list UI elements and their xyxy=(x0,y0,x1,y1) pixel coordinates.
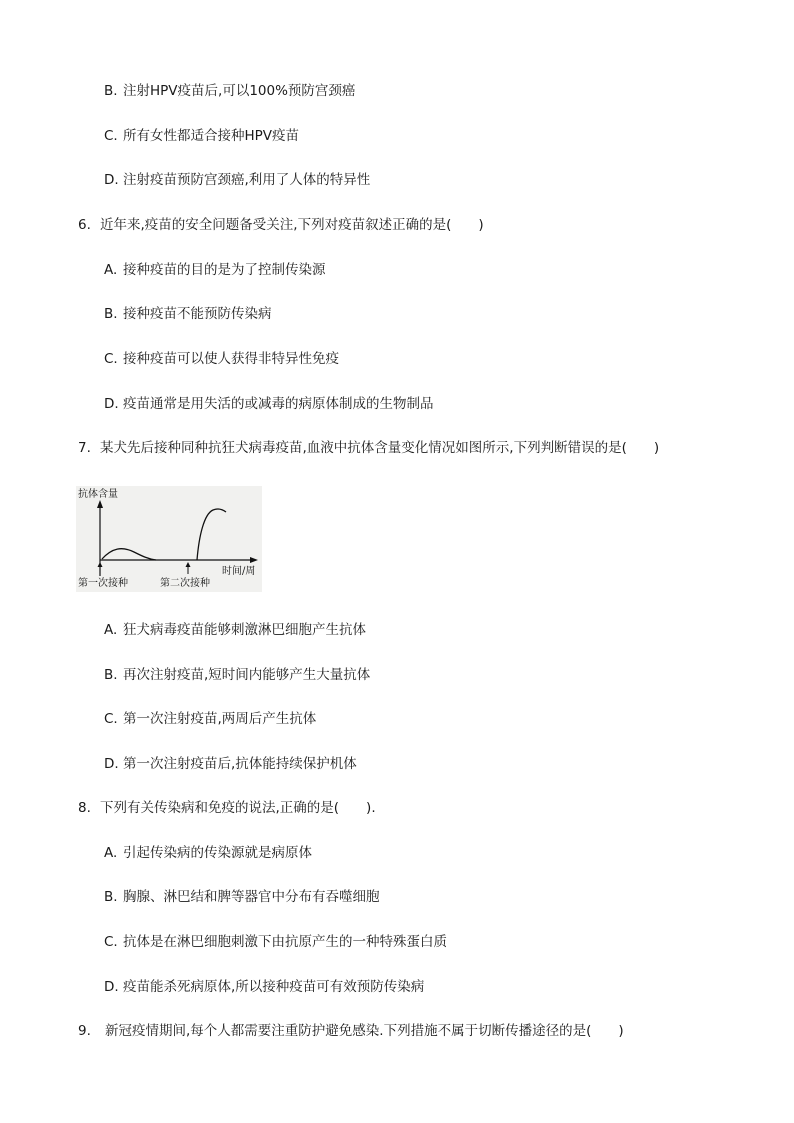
first-dose-label: 第一次接种 xyxy=(78,578,128,589)
q5-option-c xyxy=(104,127,299,145)
option-text: 引起传染病的传染源就是病原体 xyxy=(123,845,312,861)
option-label: A. xyxy=(104,622,118,638)
option-text: 抗体是在淋巴细胞刺激下由抗原产生的一种特殊蛋白质 xyxy=(123,934,447,950)
first-response-curve xyxy=(102,549,156,560)
option-label: C. xyxy=(104,351,118,367)
question-7-stem xyxy=(78,439,659,457)
question-number: 6. xyxy=(78,217,91,233)
option-text: 所有女性都适合接种HPV疫苗 xyxy=(123,128,300,144)
q8-option-c xyxy=(104,933,447,951)
option-label: B. xyxy=(104,889,118,905)
option-text: 胸腺、淋巴结和脾等器官中分布有吞噬细胞 xyxy=(123,889,380,905)
q7-option-b xyxy=(104,666,370,684)
question-text: 下列有关传染病和免疫的说法,正确的是( ). xyxy=(100,800,376,816)
option-label: B. xyxy=(104,83,118,99)
question-text: 近年来,疫苗的安全问题备受关注,下列对疫苗叙述正确的是( ) xyxy=(100,217,484,233)
option-text: 第一次注射疫苗,两周后产生抗体 xyxy=(123,711,317,727)
question-number: 9. xyxy=(78,1023,91,1039)
option-label: C. xyxy=(104,934,118,950)
q8-option-a xyxy=(104,844,312,862)
option-text: 疫苗通常是用失活的或减毒的病原体制成的生物制品 xyxy=(123,396,434,412)
x-axis-label: 时间/周 xyxy=(222,566,256,577)
question-text: 新冠疫情期间,每个人都需要注重防护避免感染.下列措施不属于切断传播途径的是( ) xyxy=(105,1023,624,1039)
question-8-stem xyxy=(78,799,376,817)
antibody-graph xyxy=(76,486,262,592)
q5-option-d xyxy=(104,171,370,189)
q6-option-b xyxy=(104,305,272,323)
question-number: 7. xyxy=(78,440,91,456)
q8-option-b xyxy=(104,888,380,906)
q6-option-a xyxy=(104,261,326,279)
q7-option-a xyxy=(104,621,366,639)
option-label: A. xyxy=(104,262,118,278)
option-label: B. xyxy=(104,306,118,322)
first-dose-arrowhead xyxy=(98,562,103,567)
y-axis-arrow xyxy=(97,500,103,508)
option-label: C. xyxy=(104,711,118,727)
question-9-stem xyxy=(78,1022,624,1040)
question-text: 某犬先后接种同种抗狂犬病毒疫苗,血液中抗体含量变化情况如图所示,下列判断错误的是( ) xyxy=(100,440,660,456)
q8-option-d xyxy=(104,978,424,996)
second-dose-arrowhead xyxy=(186,562,191,567)
option-label: C. xyxy=(104,128,118,144)
option-label: B. xyxy=(104,667,118,683)
option-text: 再次注射疫苗,短时间内能够产生大量抗体 xyxy=(123,667,371,683)
option-text: 注射疫苗预防宫颈癌,利用了人体的特异性 xyxy=(123,172,371,188)
second-response-curve xyxy=(197,509,226,560)
option-text: 狂犬病毒疫苗能够刺激淋巴细胞产生抗体 xyxy=(123,622,366,638)
option-label: D. xyxy=(104,756,119,772)
question-number: 8. xyxy=(78,800,91,816)
option-label: A. xyxy=(104,845,118,861)
q7-option-c xyxy=(104,710,316,728)
q6-option-d xyxy=(104,395,434,413)
antibody-level-figure xyxy=(76,486,262,592)
option-text: 注射HPV疫苗后,可以100%预防宫颈癌 xyxy=(123,83,356,99)
q5-option-b xyxy=(104,82,355,100)
option-label: D. xyxy=(104,172,119,188)
option-text: 第一次注射疫苗后,抗体能持续保护机体 xyxy=(123,756,357,772)
x-axis-arrow xyxy=(250,557,258,563)
q7-option-d xyxy=(104,755,357,773)
second-dose-label: 第二次接种 xyxy=(160,578,210,589)
question-6-stem xyxy=(78,216,484,234)
option-text: 接种疫苗不能预防传染病 xyxy=(123,306,272,322)
option-label: D. xyxy=(104,979,119,995)
q6-option-c xyxy=(104,350,339,368)
option-text: 疫苗能杀死病原体,所以接种疫苗可有效预防传染病 xyxy=(123,979,425,995)
y-axis-label: 抗体含量 xyxy=(78,489,118,500)
option-label: D. xyxy=(104,396,119,412)
option-text: 接种疫苗的目的是为了控制传染源 xyxy=(123,262,326,278)
option-text: 接种疫苗可以使人获得非特异性免疫 xyxy=(123,351,339,367)
